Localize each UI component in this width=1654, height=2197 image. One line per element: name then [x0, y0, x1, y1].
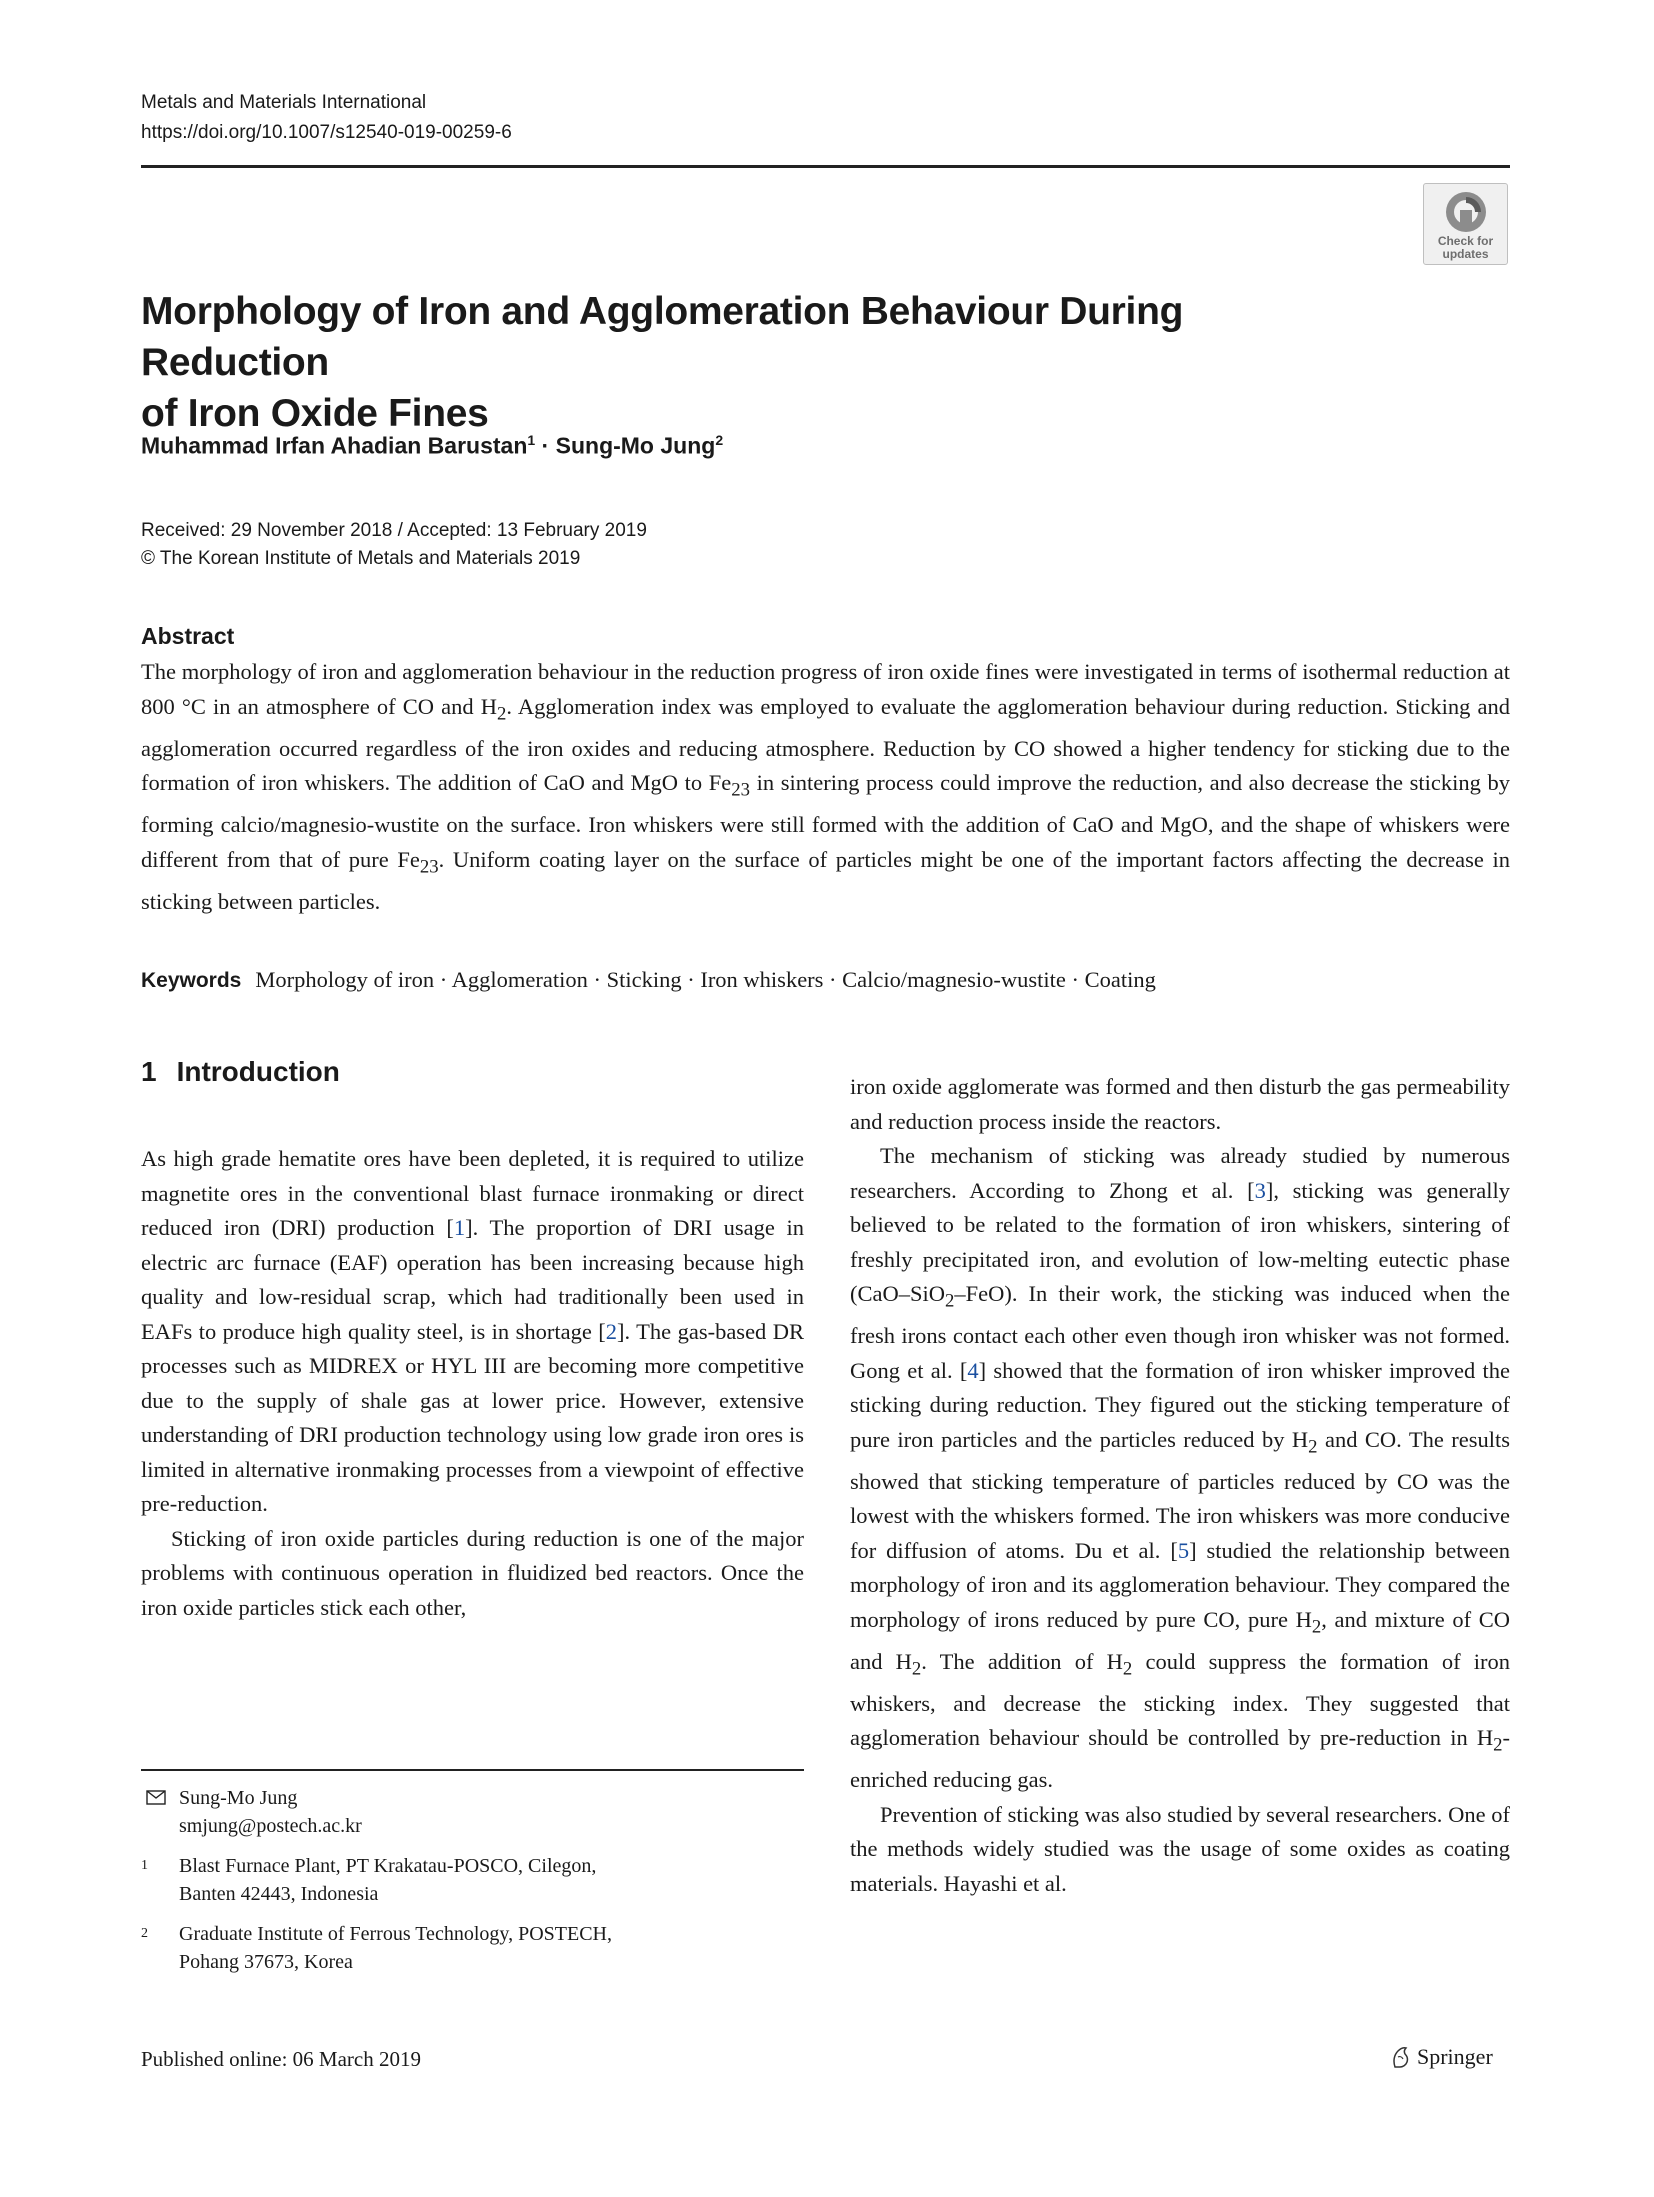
title-line-2: of Iron Oxide Fines: [141, 392, 489, 435]
badge-text-line2: updates: [1442, 247, 1489, 261]
citation-link[interactable]: 4: [967, 1357, 979, 1383]
publisher-name: Springer: [1417, 2044, 1493, 2069]
check-for-updates-badge[interactable]: [1423, 183, 1508, 265]
check-updates-icon: [1444, 190, 1488, 234]
received-accepted: Received: 29 November 2018 / Accepted: 13 February 2019: [141, 520, 647, 541]
copyright-line: © The Korean Institute of Metals and Materials 2019: [141, 548, 581, 569]
corresponding-email[interactable]: smjung@postech.ac.kr: [179, 1815, 362, 1837]
section-title: Introduction: [176, 1056, 340, 1087]
body-column-left: [141, 1142, 804, 1625]
keywords: [141, 963, 1510, 998]
abstract-text: The morphology of iron and agglomeration behaviour in the reduction progress of iron oxide fines were investigated in terms of isothermal reduction at 800 °C in an atmosphere of CO and $H_2$. Agglomeration index was employed to evaluate the agglomeration behaviour during reduction. Sticking and agglomeration occurred regardless of the iron oxides and reducing atmosphere. Reduction by CO showed a higher tendency for sticking due to the formation of iron whiskers. The addition of CaO and MgO to $Fe_{23}$ in sintering process could improve the reduction, and also decrease the sticking by forming calcio/magnesio-wustite on the surface. Iron whiskers were still formed with the addition of CaO and MgO, and the shape of whiskers were different from that of pure $Fe_{23}$. Uniform coating layer on the surface of particles might be one of the important factors affecting the decrease in sticking between particles.: [141, 659, 1510, 914]
author-2-affil: 2: [715, 432, 724, 448]
intro-paragraph-1: As high grade hematite ores have been depleted, it is required to utilize magnetite ores in the conventional blast furnace ironmaking or direct reduced iron (DRI) production [1]. The proportion of DRI usage in electric arc furnace (EAF) operation has been increasing because high quality and low-residual scrap, which had traditionally been used in EAFs to produce high quality steel, is in shortage [2]. The gas-based DR processes such as MIDREX or HYL III are becoming more competitive due to the supply of shale gas at lower price. However, extensive understanding of DRI production technology using low grade iron ores is limited in alternative ironmaking processes from a viewpoint of effective pre-reduction.: [141, 1146, 805, 1516]
keywords-label: Keywords: [141, 969, 242, 992]
corresponding-name: Sung-Mo Jung: [179, 1787, 298, 1809]
section-number: 1: [141, 1056, 157, 1087]
article-title: [141, 286, 1381, 439]
body-column-right: [850, 1070, 1510, 1901]
citation-link[interactable]: 5: [1177, 1537, 1190, 1563]
intro-paragraph-2: Sticking of iron oxide particles during reduction is one of the major problems with continuous operation in fluidized bed reactors. Once the iron oxide particles stick each other,: [141, 1525, 804, 1620]
author-2[interactable]: Sung-Mo Jung: [555, 432, 716, 459]
author-separator: ·: [535, 432, 556, 459]
abstract-heading: Abstract: [141, 623, 235, 649]
author-1-affil: 1: [527, 432, 536, 448]
badge-text-line1: Check for: [1437, 234, 1494, 248]
citation-link[interactable]: 2: [605, 1318, 618, 1344]
keywords-list: Morphology of iron · Agglomeration · Sticking · Iron whiskers · Calcio/magnesio-wustite · Coating: [255, 967, 1156, 992]
envelope-icon: [146, 1790, 166, 1805]
article-dates: [141, 517, 647, 573]
journal-name: Metals and Materials International: [141, 92, 427, 113]
title-line-1: Morphology of Iron and Agglomeration Behaviour During Reduction: [141, 290, 1184, 384]
intro-paragraph-3: iron oxide agglomerate was formed and then disturb the gas permeability and reduction process inside the reactors.: [850, 1074, 1510, 1134]
affiliation-1-number: 1: [141, 1858, 148, 1873]
citation-link[interactable]: 1: [453, 1215, 466, 1240]
intro-paragraph-4: The mechanism of sticking was already studied by numerous researchers. According to Zhong et al. [3], sticking was generally believed to be related to the formation of iron whiskers, sintering of freshly precipitated iron, and evolution of low-melting eutectic phase (CaO–SiO$_2$–FeO). In their work, the sticking was induced when the fresh irons contact each other even though iron whisker was not formed. Gong et al. [4] showed that the formation of iron whisker improved the sticking during reduction. They figured out the sticking temperature of pure iron particles and the particles reduced by $H_2$ and CO. The results showed that sticking temperature of particles reduced by CO was the lowest with the whiskers formed. The iron whiskers was more conducive for diffusion of atoms. Du et al. [5] studied the relationship between morphology of iron and its agglomeration behaviour. They compared the morphology of irons reduced by pure CO, pure $H_2$, and mixture of CO and $H_2$. The addition of $H_2$ could suppress the formation of iron whiskers, and decrease the sticking index. They suggested that agglomeration behaviour should be controlled by pre-reduction in $H_2$-enriched reducing gas.: [850, 1143, 1511, 1792]
publisher-logo: [1389, 2044, 1493, 2070]
section-heading-introduction: [141, 1056, 340, 1088]
header-rule: [141, 165, 1510, 168]
published-online-date: Published online: 06 March 2019: [141, 2047, 421, 2071]
author-1[interactable]: Muhammad Irfan Ahadian Barustan: [141, 432, 528, 459]
citation-link[interactable]: 3: [1254, 1177, 1266, 1203]
intro-paragraph-5: Prevention of sticking was also studied by several researchers. One of the methods widely studied was the usage of some oxides as coating materials. Hayashi et al.: [850, 1801, 1510, 1896]
springer-horse-icon: [1389, 2045, 1411, 2069]
affiliation-2-number: 2: [141, 1926, 148, 1941]
doi-link[interactable]: https://doi.org/10.1007/s12540-019-00259-6: [141, 122, 512, 143]
author-list: [141, 432, 723, 460]
footnote-rule: [141, 1769, 804, 1771]
